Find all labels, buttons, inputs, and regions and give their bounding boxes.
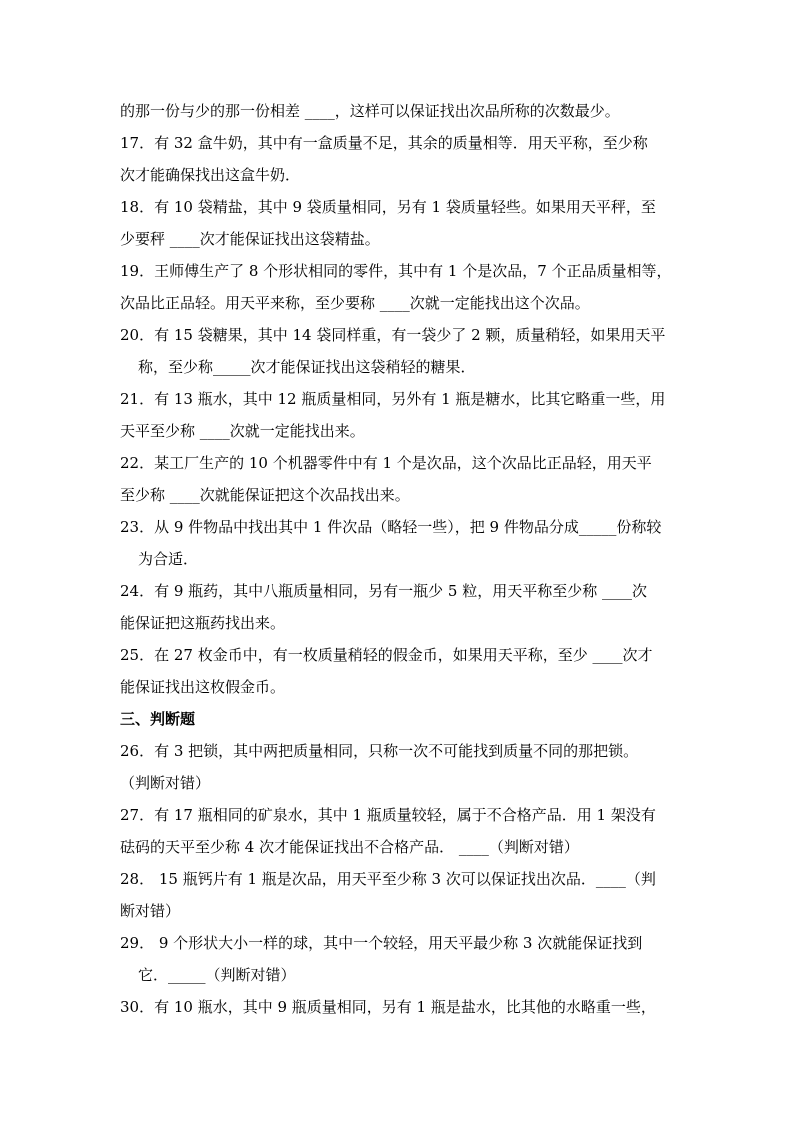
q17-line-1: 17．有 32 盒牛奶，其中有一盒质量不足，其余的质量相等．用天平称，至少称 — [120, 134, 648, 152]
q18-line-2: 少要秤 ____次才能保证找出这袋精盐。 — [120, 230, 380, 248]
q25-line-2: 能保证找出这枚假金币。 — [120, 678, 286, 696]
q26-line-2: （判断对错） — [120, 774, 211, 792]
q20-line-1: 20．有 15 袋糖果，其中 14 袋同样重，有一袋少了 2 颗，质量稍轻，如果用天平 — [120, 326, 666, 344]
q17-line-2: 次才能确保找出这盒牛奶． — [120, 166, 301, 184]
q29-line-2: 它．_____（判断对错） — [138, 966, 296, 984]
q20-line-2: 称，至少称_____次才能保证找出这袋稍轻的糖果． — [138, 358, 476, 376]
q19-line-1: 19．王师傅生产了 8 个形状相同的零件，其中有 1 个是次品，7 个正品质量相等， — [120, 262, 672, 280]
q24-line-2: 能保证把这瓶药找出来。 — [120, 614, 286, 632]
q18-line-1: 18．有 10 袋精盐，其中 9 袋质量相同，另有 1 袋质量轻些。如果用天平秤，至 — [120, 198, 656, 216]
q22-line-2: 至少称 ____次就能保证把这个次品找出来。 — [120, 486, 410, 504]
section-heading-true-false: 三、判断题 — [120, 710, 196, 728]
q27-line-1: 27．有 17 瓶相同的矿泉水，其中 1 瓶质量较轻，属于不合格产品．用 1 架没有 — [120, 806, 656, 824]
q29-line-1: 29． 9 个形状大小一样的球，其中一个较轻，用天平最少称 3 次就能保证找到 — [120, 934, 643, 952]
q19-line-2: 次品比正品轻。用天平来称，至少要称 ____次就一定能找出这个次品。 — [120, 294, 590, 312]
q28-line-1: 28． 15 瓶钙片有 1 瓶是次品，用天平至少称 3 次可以保证找出次品．____（判 — [120, 870, 656, 888]
q24-line-1: 24．有 9 瓶药，其中八瓶质量相同，另有一瓶少 5 粒，用天平称至少称 ____次 — [120, 582, 648, 600]
q21-line-2: 天平至少称 ____次就一定能找出来。 — [120, 422, 365, 440]
q28-line-2: 断对错） — [120, 902, 181, 920]
q30-line-1: 30．有 10 瓶水，其中 9 瓶质量相同，另有 1 瓶是盐水，比其他的水略重一些， — [120, 998, 656, 1016]
q23-line-1: 23．从 9 件物品中找出其中 1 件次品（略轻一些），把 9 件物品分成_____份称较 — [120, 518, 662, 536]
q23-line-2: 为合适． — [138, 550, 199, 568]
q27-line-2: 砝码的天平至少称 4 次才能保证找出不合格产品． ____（判断对错） — [120, 838, 579, 856]
q26-line-1: 26．有 3 把锁，其中两把质量相同，只称一次不可能找到质量不同的那把锁。 — [120, 742, 639, 760]
q22-line-1: 22．某工厂生产的 10 个机器零件中有 1 个是次品，这个次品比正品轻，用天平 — [120, 454, 652, 472]
q16-line-2: 的那一份与少的那一份相差 ____，这样可以保证找出次品所称的次数最少。 — [120, 102, 620, 120]
q25-line-1: 25．在 27 枚金币中，有一枚质量稍轻的假金币，如果用天平称，至少 ____次才 — [120, 646, 653, 664]
q21-line-1: 21．有 13 瓶水，其中 12 瓶质量相同，另外有 1 瓶是糖水，比其它略重一些，用 — [120, 390, 666, 408]
